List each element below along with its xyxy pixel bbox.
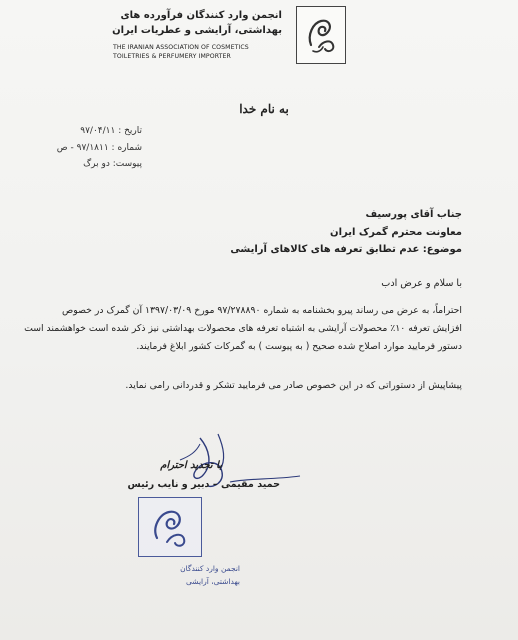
letter-number: شماره : ۹۷/۱۸۱۱ - ص [56,143,142,153]
association-name-fa-line1: انجمن وارد کنندگان فرآورده های [120,10,282,21]
association-name-en-line1: THE IRANIAN ASSOCIATION OF COSMETICS [113,44,249,51]
letter-subject: موضوع: عدم تطابق تعرفه های کالاهای آرایشی [230,244,462,255]
recipient-name: جناب آقای پورسیف [365,209,462,220]
association-name-fa-line2: بهداشتی، آرایشی و عطریات ایران [112,25,282,36]
recipient-title: معاونت محترم گمرک ایران [330,227,462,238]
association-logo-icon [296,6,346,64]
letter-attachment: پیوست: دو برگ [83,159,142,169]
body-line: افزایش تعرفه ۱۰٪ محصولات آرایشی به اشتباه تعرفه های محصولات بهداشتی نیز ذکر شده است خواهشمند است [24,323,462,334]
association-name-en-line2: TOILETRIES & PERFUMERY IMPORTER [113,53,231,60]
greeting: با سلام و عرض ادب [381,278,462,289]
stamp-text-line2: بهداشتی، آرایشی [186,577,240,586]
body-line: دستور فرمایید موارد اصلاح شده صحیح ( به پیوست ) به گمرکات کشور ابلاغ فرمایند. [136,341,462,352]
body-line: احتراماً، به عرض می رساند پیرو بخشنامه به شماره ۹۷/۲۷۸۸۹۰ مورخ ۱۳۹۷/۰۳/۰۹ آن گمرک در خصوص [62,305,462,316]
stamp-logo-icon [138,497,202,557]
signer-name: حمید مقیمی – دبیر و نایب رئیس [127,479,280,490]
letter-title: به نام خدا [239,102,289,116]
stamp-text-line1: انجمن وارد کنندگان [180,564,240,573]
closing-text: با تجدید احترام [160,460,222,471]
body-line: پیشاپیش از دستوراتی که در این خصوص صادر می فرمایید تشکر و قدردانی رامی نماید. [125,380,462,391]
letter-date: تاریخ : ۹۷/۰۴/۱۱ [80,126,142,136]
